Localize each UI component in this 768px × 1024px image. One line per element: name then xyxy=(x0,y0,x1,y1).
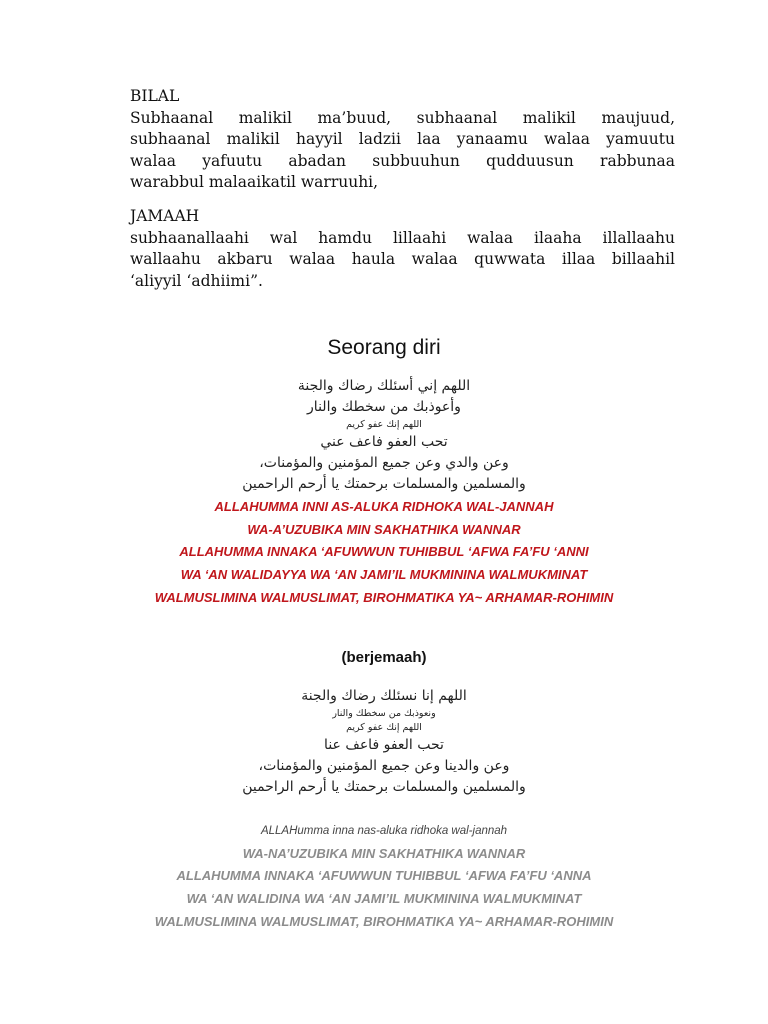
translit-line: WALMUSLIMINA WALMUSLIMAT, BIROHMATIKA YA~ ARHAMAR-ROHIMIN xyxy=(154,913,614,929)
translit-line: ALLAHUMMA INNAKA ‘AFUWWUN TUHIBBUL ‘AFWA FA’FU ‘ANNI xyxy=(179,544,589,560)
arabic-prayer-block xyxy=(0,686,768,798)
bilal-label: BILAL xyxy=(130,87,180,105)
translit-line: ALLAHUMMA INNI AS-ALUKA RIDHOKA WAL-JANNAH xyxy=(214,499,554,514)
transliteration-block xyxy=(0,496,768,610)
bilal-line: walaa yafuutu abadan subbuuhun qudduusun rabbunaa xyxy=(130,151,675,170)
arabic-line: تحب العفو فاعف عني xyxy=(320,434,448,450)
arabic-line: والمسلمين والمسلمات برحمتك يا أرحم الراحمين xyxy=(242,779,526,795)
arabic-line: ونعوذبك من سخطك والنار xyxy=(332,708,436,719)
bilal-line: Subhaanal malikil ma’buud, subhaanal malikil maujuud, xyxy=(130,108,675,127)
arabic-line: والمسلمين والمسلمات برحمتك يا أرحم الراحمين xyxy=(242,476,526,492)
jamaah-label: JAMAAH xyxy=(130,207,200,225)
translit-line: WA-A’UZUBIKA MIN SAKHATHIKA WANNAR xyxy=(247,521,521,537)
arabic-line: اللهم إني أسئلك رضاك والجنة xyxy=(297,378,471,394)
jamaah-line: wallaahu akbaru walaa haula walaa quwwata illaa billaahil xyxy=(130,250,675,268)
translit-line: WALMUSLIMINA WALMUSLIMAT, BIROHMATIKA YA~ ARHAMAR-ROHIMIN xyxy=(154,589,614,605)
jamaah-line: ‘aliyyil ‘adhiimi”. xyxy=(130,271,263,290)
section-heading-seorang-diri: Seorang diri xyxy=(327,336,441,359)
transliteration-block xyxy=(0,820,768,934)
jamaah-line: subhaanallaahi wal hamdu lillaahi walaa ilaaha illallaahu xyxy=(130,228,675,247)
arabic-line: وعن والدي وعن جميع المؤمنين والمؤمنات، xyxy=(259,455,509,471)
bilal-line: warabbul malaaikatil warruuhi, xyxy=(130,173,379,191)
arabic-line: تحب العفو فاعف عنا xyxy=(324,737,444,753)
translit-line: WA ‘AN WALIDAYYA WA ‘AN JAMI’IL MUKMININA WALMUKMINAT xyxy=(180,567,588,583)
arabic-line: اللهم إنا نسئلك رضاك والجنة xyxy=(301,688,467,704)
arabic-line: وأعوذبك من سخطك والنار xyxy=(307,399,461,415)
translit-line: ALLAHUMMA INNAKA ‘AFUWWUN TUHIBBUL ‘AFWA FA’FU ‘ANNA xyxy=(176,868,592,884)
translit-line: WA-NA’UZUBIKA MIN SAKHATHIKA WANNAR xyxy=(242,845,526,861)
arabic-line: اللهم إنك عفو كريم xyxy=(346,722,422,733)
arabic-prayer-block xyxy=(0,376,768,495)
bilal-section xyxy=(130,86,675,194)
bilal-line: subhaanal malikil hayyil ladzii laa yanaamu walaa yamuutu xyxy=(130,130,675,148)
translit-line: WA ‘AN WALIDINA WA ‘AN JAMI’IL MUKMININA WALMUKMINAT xyxy=(186,891,582,907)
arabic-line: وعن والدينا وعن جميع المؤمنين والمؤمنات، xyxy=(258,758,510,774)
translit-line: ALLAHumma inna nas-aluka ridhoka wal-jannah xyxy=(260,825,508,837)
arabic-line: اللهم إنك عفو كريم xyxy=(346,419,422,430)
section-heading-berjemaah: (berjemaah) xyxy=(341,649,427,666)
jamaah-section xyxy=(130,206,675,292)
